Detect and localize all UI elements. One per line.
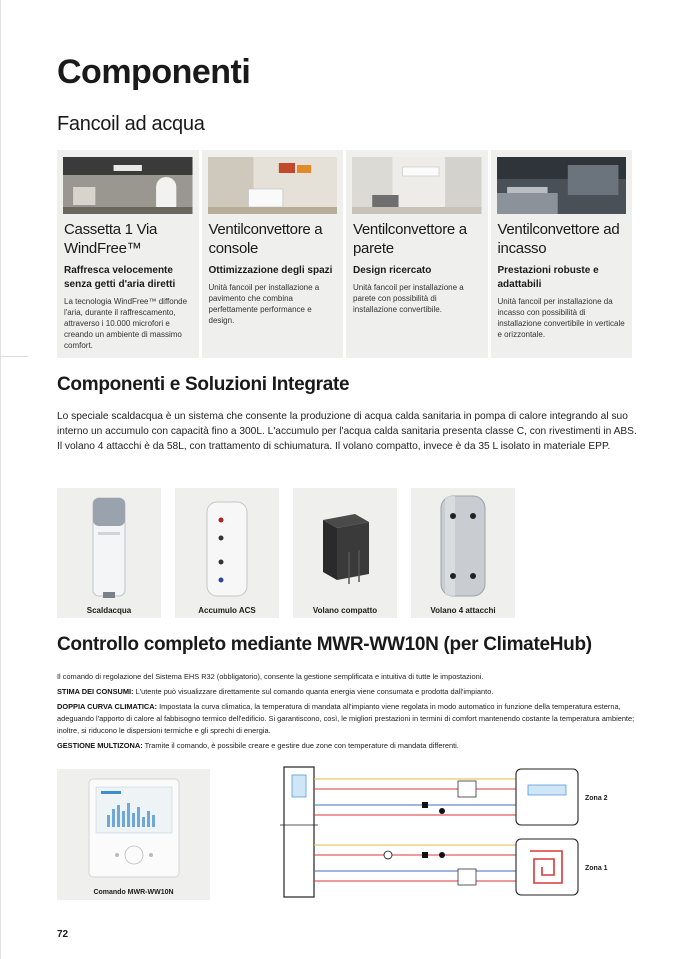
- card-name: Ventilconvettore a parete: [353, 221, 467, 257]
- product-label: Volano 4 attacchi: [430, 606, 496, 615]
- control-section-title: Controllo completo mediante MWR-WW10N (per ClimateHub): [57, 634, 592, 655]
- controller-illustration: [57, 769, 210, 887]
- incasso-room-photo: [497, 157, 627, 214]
- card-name: Ventilconvettore a console: [208, 221, 323, 257]
- control-item-label: DOPPIA CURVA CLIMATICA:: [57, 702, 158, 711]
- page-title: Componenti: [57, 53, 251, 91]
- card-description: Unità fancoil per installazione a pavimento che combina perfettamente performance e design.: [208, 283, 320, 325]
- product-accumulo-acs: [175, 488, 279, 618]
- page-edge-line: [0, 0, 1, 959]
- fancoil-card-console: [202, 150, 344, 358]
- parete-room-photo: [352, 157, 482, 214]
- product-label: Accumulo ACS: [198, 606, 256, 615]
- card-description: La tecnologia WindFree™ diffonde l'aria, durante il raffrescamento, attraverso i 10.000 microfori e creando un ambiente di massimo comfort.: [64, 297, 188, 350]
- product-label: Scaldacqua: [86, 606, 132, 615]
- multizone-diagram: [276, 765, 610, 900]
- card-tagline: Raffresca velocemente senza getti d'aria diretti: [64, 265, 176, 290]
- product-scaldacqua: [57, 488, 161, 618]
- card-description: Unità fancoil per installazione a parete con possibilità di installazione convertibile.: [353, 283, 464, 314]
- zone-1-label: Zona 1: [585, 865, 608, 872]
- scaldacqua-illustration: [57, 488, 161, 602]
- card-name: Cassetta 1 Via WindFree™: [64, 221, 158, 257]
- integrated-section-title: Componenti e Soluzioni Integrate: [57, 374, 350, 395]
- product-volano-4-attacchi: [411, 488, 515, 618]
- card-tagline: Design ricercato: [353, 265, 432, 276]
- control-item-multizona: [57, 740, 642, 752]
- fancoil-card-incasso: [491, 150, 633, 358]
- control-item-label: GESTIONE MULTIZONA:: [57, 741, 143, 750]
- volano-4-illustration: [411, 488, 515, 602]
- page-number: 72: [57, 929, 69, 940]
- control-item-curva: [57, 701, 642, 737]
- product-row: [57, 488, 517, 618]
- card-description: Unità fancoil per installazione da incasso con possibilità di installazione convertibile in verticale e orizzontale.: [497, 297, 625, 339]
- multizone-schematic: [276, 765, 610, 900]
- accumulo-illustration: [175, 488, 279, 602]
- controller-label: Comando MWR-WW10N: [93, 889, 174, 896]
- control-intro: Il comando di regolazione del Sistema EHS R32 (obbligatorio), consente la gestione semplificata e intuitiva di tutte le impostazioni.: [57, 672, 484, 681]
- console-room-photo: [208, 157, 338, 214]
- control-item-text: Tramite il comando, è possibile creare e gestire due zone con temperature di mandata differenti.: [142, 741, 459, 750]
- volano-compatto-illustration: [293, 488, 397, 602]
- card-name: Ventilconvettore ad incasso: [497, 221, 620, 257]
- cassetta-room-photo: [63, 157, 193, 214]
- control-item-text: Impostata la curva climatica, la temperatura di mandata all'impianto viene regolata in modo automatico in funzione della temperatura esterna, adeguando l'apporto di calore al fabbisogno termico dell'edificio. Si garantiscono, così, le migliori prestazioni in termini di comfort mantenendo costante la temperatura ambiente; inoltre, si riducono le dispersioni termiche e gli sprechi di energia.: [57, 702, 635, 735]
- fancoil-cards: [57, 150, 632, 358]
- fancoil-section-title: Fancoil ad acqua: [57, 113, 205, 135]
- control-item-label: STIMA DEI CONSUMI:: [57, 687, 134, 696]
- product-volano-compatto: [293, 488, 397, 618]
- zone-2-label: Zona 2: [585, 795, 608, 802]
- fancoil-card-cassetta: [57, 150, 199, 358]
- card-tagline: Ottimizzazione degli spazi: [208, 265, 333, 276]
- card-tagline: Prestazioni robuste e adattabili: [497, 265, 599, 290]
- controller-panel: [57, 769, 210, 900]
- control-item-text: L'utente può visualizzare direttamente sul comando quanta energia viene consumata e prodotta dall'impianto.: [133, 687, 494, 696]
- product-label: Volano compatto: [312, 606, 378, 615]
- integrated-intro: Lo speciale scaldacqua è un sistema che consente la produzione di acqua calda sanitaria in pompa di calore integrando al suo interno un accumulo con capacità fino a 300L. L'accumulo per l'acqua calda sanitaria presenta classe C, con rivestimenti in ABS. Il volano 4 attacchi è da 58L, con trattamento di schiumatura. Il volano compatto, invece è da 35 L isolato in materiale EPP.: [57, 411, 637, 452]
- fancoil-card-parete: [346, 150, 488, 358]
- page-edge-tick: [0, 356, 28, 357]
- control-item-consumi: [57, 686, 642, 698]
